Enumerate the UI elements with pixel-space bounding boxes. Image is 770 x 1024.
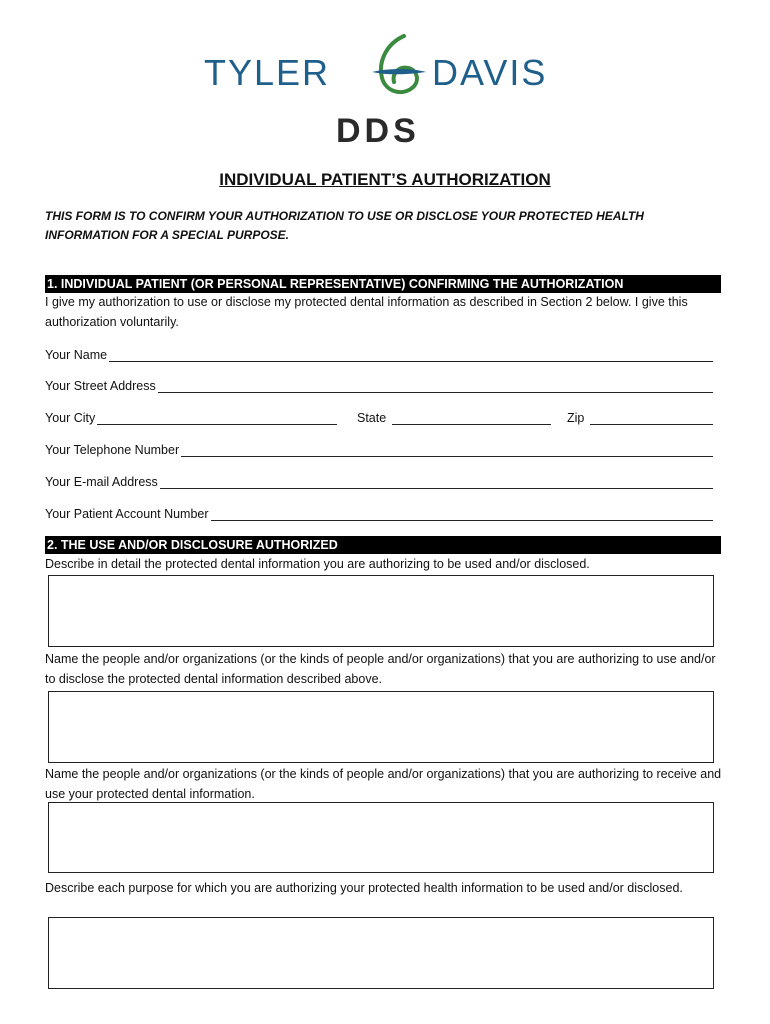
section-1-text: I give my authorization to use or disclose my protected dental information as described in Section 2 below. I give this authorization voluntarily.: [45, 295, 688, 329]
purpose-textbox[interactable]: [48, 917, 714, 989]
section-2-question-1: Describe in detail the protected dental information you are authorizing to be used and/or disclosed.: [45, 557, 590, 571]
phone-line[interactable]: [181, 442, 713, 457]
state-label: State: [357, 411, 387, 425]
account-field[interactable]: [45, 503, 713, 521]
account-line[interactable]: [211, 506, 713, 521]
section-2-question-4: Describe each purpose for which you are authorizing your protected health information to be used and/or disclosed.: [45, 881, 683, 895]
section-2-question-3: Name the people and/or organizations (or the kinds of people and/or organizations) that you are authorizing to receive and use your protected dental information.: [45, 767, 722, 801]
logo-right-word-text: DAVIS: [432, 52, 548, 93]
city-state-zip-row: [45, 407, 713, 425]
logo-swoosh-icon: [368, 32, 428, 102]
name-line[interactable]: [109, 347, 713, 362]
phone-label: Your Telephone Number: [45, 443, 180, 457]
dental-info-textbox[interactable]: [48, 575, 714, 647]
logo-left-word-text: TYLER: [204, 52, 331, 93]
street-field[interactable]: [45, 375, 713, 393]
street-line[interactable]: [158, 378, 713, 393]
section-1-heading: 1. INDIVIDUAL PATIENT (OR PERSONAL REPRESENTATIVE) CONFIRMING THE AUTHORIZATION: [45, 275, 721, 293]
section-2-heading: 2. THE USE AND/OR DISCLOSURE AUTHORIZED: [45, 536, 721, 554]
account-label: Your Patient Account Number: [45, 507, 209, 521]
zip-line[interactable]: [590, 410, 713, 425]
name-field[interactable]: [45, 344, 713, 362]
email-field[interactable]: [45, 471, 713, 489]
phone-field[interactable]: [45, 439, 713, 457]
city-field[interactable]: [45, 410, 337, 425]
zip-field[interactable]: [567, 410, 713, 425]
practice-logo: [200, 30, 570, 150]
state-field[interactable]: [357, 410, 551, 425]
city-line[interactable]: [97, 410, 337, 425]
email-line[interactable]: [160, 474, 713, 489]
logo-left-word: [204, 52, 330, 94]
form-intro: THIS FORM IS TO CONFIRM YOUR AUTHORIZATION TO USE OR DISCLOSE YOUR PROTECTED HEALTH INFORMATION FOR A SPECIAL PURPOSE.: [45, 209, 644, 242]
email-label: Your E-mail Address: [45, 475, 158, 489]
street-label: Your Street Address: [45, 379, 156, 393]
zip-label: Zip: [567, 411, 585, 425]
logo-right-word: [432, 52, 547, 94]
city-label: Your City: [45, 411, 96, 425]
disclosers-textbox[interactable]: [48, 691, 714, 763]
state-line[interactable]: [392, 410, 551, 425]
name-label: Your Name: [45, 348, 108, 362]
recipients-textbox[interactable]: [48, 802, 714, 873]
logo-subtitle: DDS: [336, 112, 420, 150]
form-title: INDIVIDUAL PATIENT’S AUTHORIZATION: [219, 170, 551, 189]
section-2-question-2: Name the people and/or organizations (or the kinds of people and/or organizations) that you are authorizing to use and/or to disclose the protected dental information described above.: [45, 652, 716, 686]
